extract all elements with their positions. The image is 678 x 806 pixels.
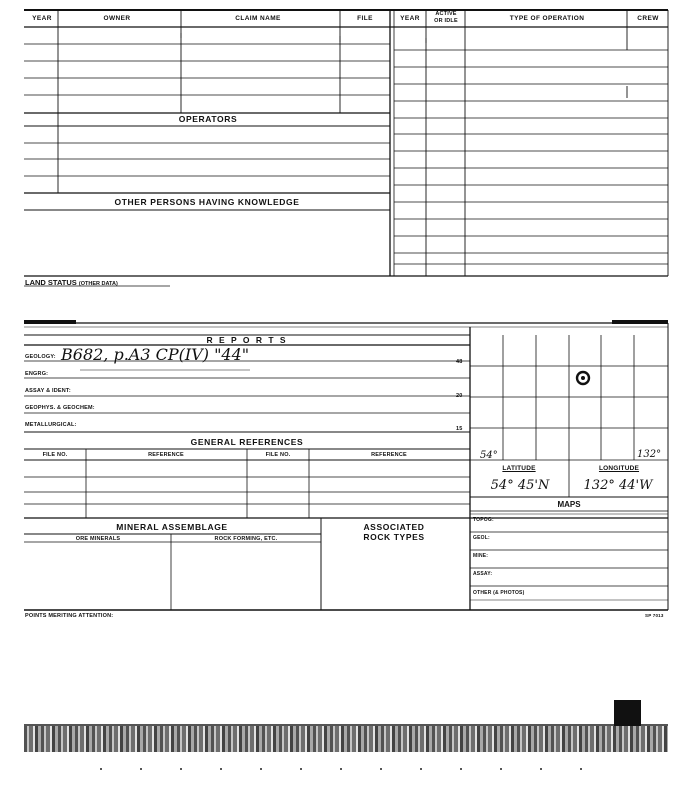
rock-types-label: ROCK TYPES [363,532,425,542]
col-active: ACTIVE [435,11,457,17]
col-claim-name: CLAIM NAME [235,15,281,22]
longitude-value: 132° 44'W [583,478,653,493]
latitude-value: 54° 45'N [490,478,550,493]
maps-assay-label: ASSAY: [473,571,493,577]
maps-mine-label: MINE: [473,553,489,559]
gen-ref-col-file-no-1: FILE NO. [42,452,68,458]
col-type-of-operation: TYPE OF OPERATION [509,15,585,22]
geology-handwritten-value: B682, p.A3 CP(IV) "44" [61,345,250,364]
other-persons-title: OTHER PERSONS HAVING KNOWLEDGE [114,197,300,207]
geophys-label: GEOPHYS. & GEOCHEM: [25,405,95,411]
maps-other-label: OTHER (& PHOTOS) [473,590,525,596]
metallurgical-number: 15 [456,426,463,432]
general-references-title: GENERAL REFERENCES [190,437,304,447]
col-year-2: YEAR [400,15,420,22]
mineral-assemblage-title: MINERAL ASSEMBLAGE [116,522,228,532]
scan-dark-block [614,700,641,726]
reports-title: R E P O R T S [206,335,288,345]
form-code: SP 7013 [645,613,664,618]
scan-speckles [100,768,620,770]
assay-ident-label: ASSAY & IDENT: [25,388,71,394]
scan-noise-line [24,724,668,726]
col-year: YEAR [32,15,52,22]
ore-minerals-label: ORE MINERALS [75,536,121,542]
points-meriting-attention-label: POINTS MERITING ATTENTION: [25,613,114,619]
maps-topog-label: TOPOG: [473,517,494,523]
longitude-label: LONGITUDE [598,465,640,472]
engrg-label: ENGRG: [25,371,49,377]
scan-noise-band [24,726,668,752]
metallurgical-label: METALLURGICAL: [25,422,77,428]
col-or-idle: OR IDLE [434,18,458,24]
geology-number: 48 [456,359,463,365]
operators-title: OPERATORS [178,114,238,124]
col-file: FILE [357,15,373,22]
map-lat-mark: 54° [480,450,498,461]
latitude-label: LATITUDE [502,465,536,472]
assay-number: 20 [456,393,463,399]
rock-forming-label: ROCK FORMING, ETC. [214,536,278,542]
maps-title: MAPS [557,500,581,509]
associated-label: ASSOCIATED [363,522,425,532]
gen-ref-col-file-no-2: FILE NO. [265,452,291,458]
gen-ref-col-reference-2: REFERENCE [371,452,407,458]
map-lon-mark: 132° [637,449,662,460]
col-owner: OWNER [103,15,131,22]
gen-ref-col-reference-1: REFERENCE [148,452,184,458]
maps-geol-label: GEOL: [473,535,490,541]
land-status-label: LAND STATUS (OTHER DATA) [25,278,118,287]
col-crew: CREW [637,15,659,22]
geology-label: GEOLOGY: [25,354,56,360]
